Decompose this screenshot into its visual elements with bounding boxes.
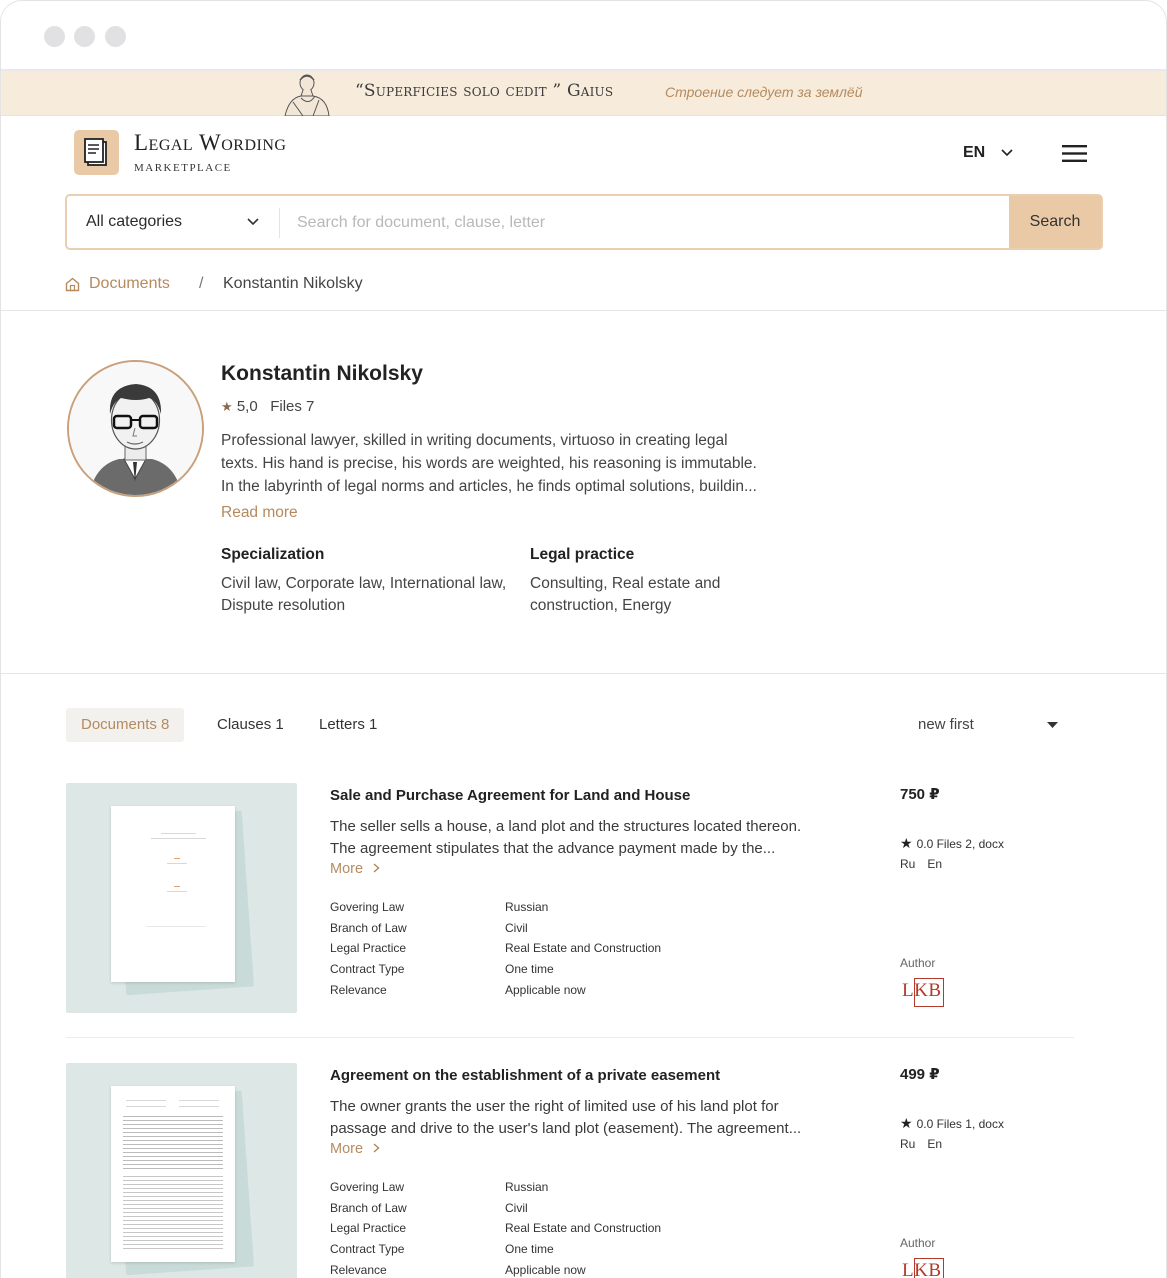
document-rating (900, 835, 1004, 852)
profile-bio (221, 429, 821, 498)
document-languages (900, 1137, 954, 1151)
document-rating (900, 1115, 1004, 1132)
attribute-value: Real Estate and Construction (505, 1221, 662, 1236)
description-line: passage and drive to the user's land plot (easement). The agreement... (330, 1120, 802, 1137)
chevron-right-icon (373, 1143, 380, 1153)
attribute-key: Contract Type (330, 1242, 405, 1257)
avatar (67, 360, 204, 497)
document-card[interactable] (66, 783, 1076, 1015)
search-input[interactable] (297, 208, 997, 238)
attribute-value: One time (505, 1242, 554, 1257)
logo-subtitle: MARKETPLACE (134, 162, 232, 174)
attribute-key: Legal Practice (330, 1221, 407, 1236)
document-languages (900, 857, 954, 871)
banner-quote: “Superficies solo cedit ” Gaius (355, 81, 614, 101)
files-info: Files 1, docx (936, 1117, 1004, 1131)
author-logo[interactable] (902, 1256, 946, 1278)
profile-name: Konstantin Nikolsky (221, 362, 423, 385)
window-close-dot[interactable] (44, 26, 65, 47)
profile-meta (221, 398, 314, 415)
attribute-key: Contract Type (330, 962, 405, 977)
attribute-value: Applicable now (505, 982, 586, 997)
breadcrumb-separator: / (199, 275, 204, 292)
card-divider (66, 1037, 1074, 1038)
profile-files: Files 7 (270, 398, 315, 415)
description-line: The owner grants the user the right of limited use of his land plot for (330, 1098, 779, 1115)
bio-line: texts. His hand is precise, his words are weighted, his reasoning is immutable. (221, 455, 757, 472)
description-line: The agreement stipulates that the advance payment made by the... (330, 840, 776, 857)
divider (1, 310, 1167, 311)
breadcrumb-current: Konstantin Nikolsky (223, 275, 363, 292)
read-more-link[interactable]: Read more (221, 504, 298, 521)
attribute-value: Applicable now (505, 1262, 586, 1277)
tab-letters[interactable]: Letters 1 (319, 716, 378, 733)
document-price: 750 ₽ (900, 786, 940, 803)
attribute-key: Relevance (330, 982, 387, 997)
tab-clauses[interactable]: Clauses 1 (217, 716, 284, 733)
attribute-value: Russian (505, 900, 549, 914)
language-tag[interactable]: Ru (900, 1137, 916, 1151)
tab-documents[interactable]: Documents 8 (66, 708, 184, 742)
document-price: 499 ₽ (900, 1066, 940, 1083)
more-link[interactable] (330, 1141, 380, 1157)
language-tag[interactable]: En (927, 1137, 943, 1151)
document-thumbnail[interactable] (66, 1063, 297, 1278)
attribute-value: Real Estate and Construction (505, 941, 662, 956)
language-tag[interactable]: En (927, 857, 943, 871)
attribute-value: One time (505, 962, 554, 977)
attribute-value: Russian (505, 1180, 549, 1194)
roman-bust-icon (281, 72, 331, 116)
document-card[interactable] (66, 1063, 1076, 1278)
search-divider (279, 208, 280, 238)
document-description (330, 816, 850, 860)
lawyer-portrait-icon (69, 362, 202, 495)
quote-banner (1, 71, 1166, 116)
more-label: More (330, 861, 364, 877)
legal-practice-title: Legal practice (530, 546, 635, 563)
rating-value: 0.0 (916, 837, 934, 851)
attribute-value: Civil (505, 1200, 528, 1215)
attribute-key: Relevance (330, 1262, 387, 1277)
breadcrumb-documents-link[interactable]: Documents (89, 275, 170, 292)
banner-translation: Строение следует за землёй (665, 84, 863, 100)
window-minimize-dot[interactable] (74, 26, 95, 47)
caret-down-icon[interactable] (1047, 722, 1058, 729)
chevron-down-icon[interactable] (1001, 149, 1013, 157)
language-tag[interactable]: Ru (900, 857, 916, 871)
more-link[interactable] (330, 861, 380, 877)
logo-title[interactable]: Legal Wording (134, 130, 287, 155)
author-logo-text: LKB (902, 1260, 942, 1278)
author-logo[interactable] (902, 976, 946, 1008)
description-line: The seller sells a house, a land plot and the structures located thereon. (330, 818, 802, 835)
attribute-key: Branch of Law (330, 1200, 407, 1215)
category-select[interactable]: All categories (86, 213, 183, 230)
window-maximize-dot[interactable] (105, 26, 126, 47)
divider (1, 673, 1167, 674)
logo-icon[interactable] (74, 130, 119, 175)
document-description (330, 1096, 850, 1140)
document-title[interactable]: Sale and Purchase Agreement for Land and House (330, 787, 691, 804)
attribute-key: Govering Law (330, 900, 405, 914)
author-label: Author (900, 956, 936, 970)
author-logo-text: LKB (902, 980, 942, 1001)
window-titlebar (1, 1, 1166, 71)
home-icon[interactable] (65, 277, 80, 292)
rating-value: 0.0 (916, 1117, 934, 1131)
specialization-text: Civil law, Corporate law, International law, Dispute resolution (221, 575, 507, 614)
specialization-title: Specialization (221, 546, 325, 563)
sort-select[interactable]: new first (918, 716, 974, 733)
author-label: Author (900, 1236, 936, 1250)
star-icon: ★ (900, 835, 913, 851)
star-icon: ★ (221, 399, 233, 414)
attribute-key: Branch of Law (330, 920, 407, 935)
chevron-right-icon (373, 863, 380, 873)
chevron-down-icon[interactable] (247, 218, 259, 226)
profile-rating: 5,0 (236, 398, 258, 415)
legal-practice-text: Consulting, Real estate and construction, Energy (530, 575, 721, 614)
attribute-key: Govering Law (330, 1180, 405, 1194)
document-thumbnail[interactable] (66, 783, 297, 1013)
bio-line: In the labyrinth of legal norms and articles, he finds optimal solutions, buildin... (221, 478, 757, 495)
more-label: More (330, 1141, 364, 1157)
star-icon: ★ (900, 1115, 913, 1131)
attribute-key: Legal Practice (330, 941, 407, 956)
attribute-value: Civil (505, 920, 528, 935)
search-bar (65, 194, 1103, 250)
site-header (1, 117, 1167, 191)
language-selector[interactable]: EN (963, 144, 986, 161)
search-button[interactable]: Search (1009, 196, 1101, 248)
hamburger-menu-icon[interactable] (1062, 144, 1087, 163)
bio-line: Professional lawyer, skilled in writing documents, virtuoso in creating legal (221, 432, 728, 449)
document-title[interactable]: Agreement on the establishment of a private easement (330, 1067, 721, 1084)
files-info: Files 2, docx (936, 837, 1004, 851)
